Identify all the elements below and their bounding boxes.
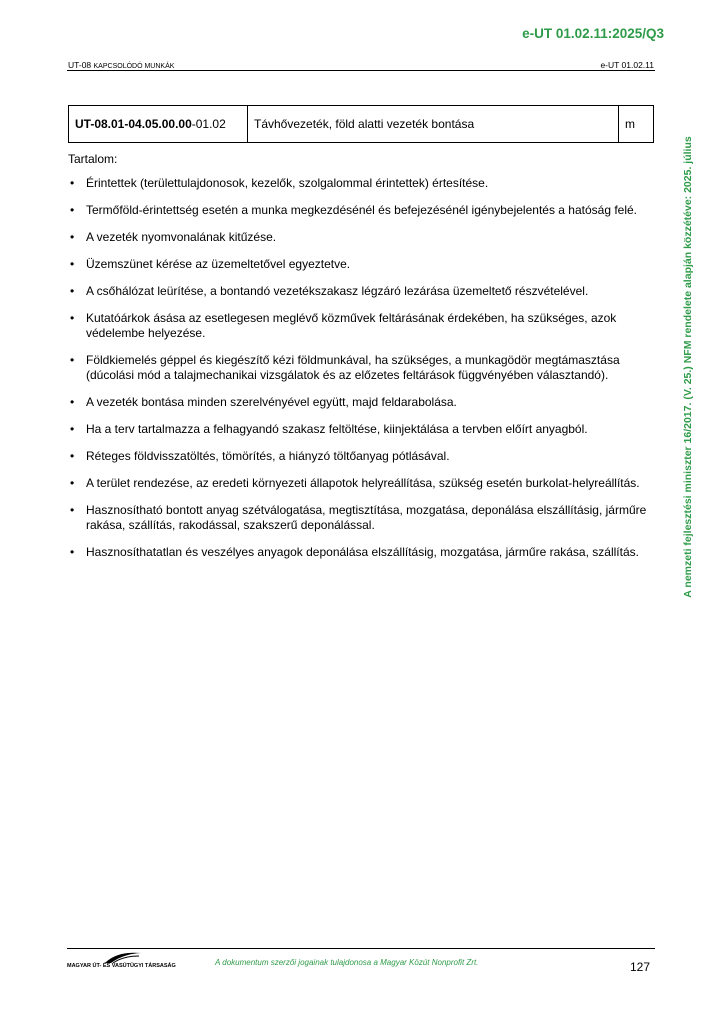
list-item (68, 353, 648, 383)
list-item-text: Földkiemelés géppel és kiegészítő kézi földmunkával, ha szükséges, a munkagödör megtámasztása (dúcolási mód a talajmechanikai vizsgálatok és az előzetes feltárások függvényében választandó). (86, 353, 620, 382)
list-item (68, 176, 648, 191)
footer-divider (67, 948, 655, 949)
chapter-header (68, 60, 174, 70)
header-divider (67, 70, 655, 71)
bullet-icon: • (70, 449, 75, 463)
chapter-name: KAPCSOLÓDÓ MUNKÁK (93, 63, 175, 70)
logo-text: MAGYAR ÚT- ÉS VASÚTÜGYI TÁRSASÁG (67, 963, 176, 969)
bullet-icon: • (70, 422, 75, 436)
bullet-icon: • (70, 311, 75, 325)
list-item-text: A terület rendezése, az eredeti környezeti állapotok helyreállítása, szükség esetén burkolat-helyreállítás. (86, 476, 640, 490)
list-item (68, 503, 648, 533)
chapter-prefix: UT-08 (68, 60, 94, 70)
spec-code: e-UT 01.02.11 (600, 60, 654, 70)
page-number: 127 (629, 960, 650, 974)
list-item-text: A csőhálózat leürítése, a bontandó vezetékszakasz légzáró lezárása üzemeltető részvételével. (86, 284, 589, 298)
list-item-text: Termőföld-érintettség esetén a munka megkezdésénél és befejezésénél igénybejelentés a hatóság felé. (86, 203, 638, 217)
bullet-icon: • (70, 176, 75, 190)
list-item (68, 311, 648, 341)
list-item (68, 284, 648, 299)
bullet-icon: • (70, 353, 75, 367)
bullet-icon: • (70, 284, 75, 298)
list-item (68, 203, 648, 218)
item-row (69, 106, 654, 143)
list-item-text: A vezeték nyomvonalának kitűzése. (86, 230, 277, 244)
bullet-icon: • (70, 230, 75, 244)
content-title: Tartalom: (68, 152, 118, 166)
bullet-icon: • (70, 476, 75, 490)
list-item (68, 257, 648, 272)
list-item-text: Érintettek (területtulajdonosok, kezelők, szolgalommal érintettek) értesítése. (86, 176, 489, 190)
road-logo-icon (103, 950, 143, 964)
content-section (68, 152, 648, 572)
content-list (68, 176, 648, 560)
list-item-text: Üzemszünet kérése az üzemeltetővel egyeztetve. (86, 257, 351, 271)
item-title-cell: Távhővezeték, föld alatti vezeték bontása (248, 106, 619, 143)
item-code-cell (69, 106, 248, 143)
list-item-text: Hasznosítható bontott anyag szétválogatása, megtisztítása, mozgatása, deponálása elszállításig, járműre rakása, szállítás, rakodással, szakszerű deponálással. (86, 503, 647, 532)
list-item-text: Kutatóárkok ásása az esetlegesen meglévő közművek feltárásának érdekében, ha szükséges, azok védelembe helyezése. (86, 311, 617, 340)
list-item-text: Hasznosíthatatlan és veszélyes anyagok deponálása elszállításig, mozgatása, járműre rakása, szállítás. (86, 545, 639, 559)
bullet-icon: • (70, 545, 75, 559)
list-item-text: Réteges földvisszatöltés, tömörítés, a hiányzó töltőanyag pótlásával. (86, 449, 450, 463)
bullet-icon: • (70, 395, 75, 409)
item-table (68, 105, 654, 143)
bullet-icon: • (70, 503, 75, 517)
document-code: e-UT 01.02.11:2025/Q3 (522, 26, 664, 41)
side-note-text: A nemzeti fejlesztési miniszter 16/2017. (V. 25.) NFM rendelete alapján közzétéve: 2025. július (682, 136, 694, 598)
list-item (68, 449, 648, 464)
item-code-suffix: -01.02 (191, 117, 226, 131)
list-item (68, 395, 648, 410)
bullet-icon: • (70, 203, 75, 217)
list-item (68, 422, 648, 437)
item-unit-cell: m (619, 106, 654, 143)
list-item (68, 230, 648, 245)
list-item-text: A vezeték bontása minden szerelvényével együtt, majd feldarabolása. (86, 395, 457, 409)
list-item (68, 476, 648, 491)
society-logo (67, 950, 176, 974)
list-item (68, 545, 648, 560)
bullet-icon: • (70, 257, 75, 271)
list-item-text: Ha a terv tartalmazza a felhagyandó szakasz feltöltése, kiinjektálása a tervben előírt anyagból. (86, 422, 588, 436)
item-code-bold: UT-08.01-04.05.00.00 (75, 117, 192, 131)
copyright-note: A dokumentum szerzői jogainak tulajdonosa a Magyar Közút Nonprofit Zrt. (215, 958, 479, 967)
